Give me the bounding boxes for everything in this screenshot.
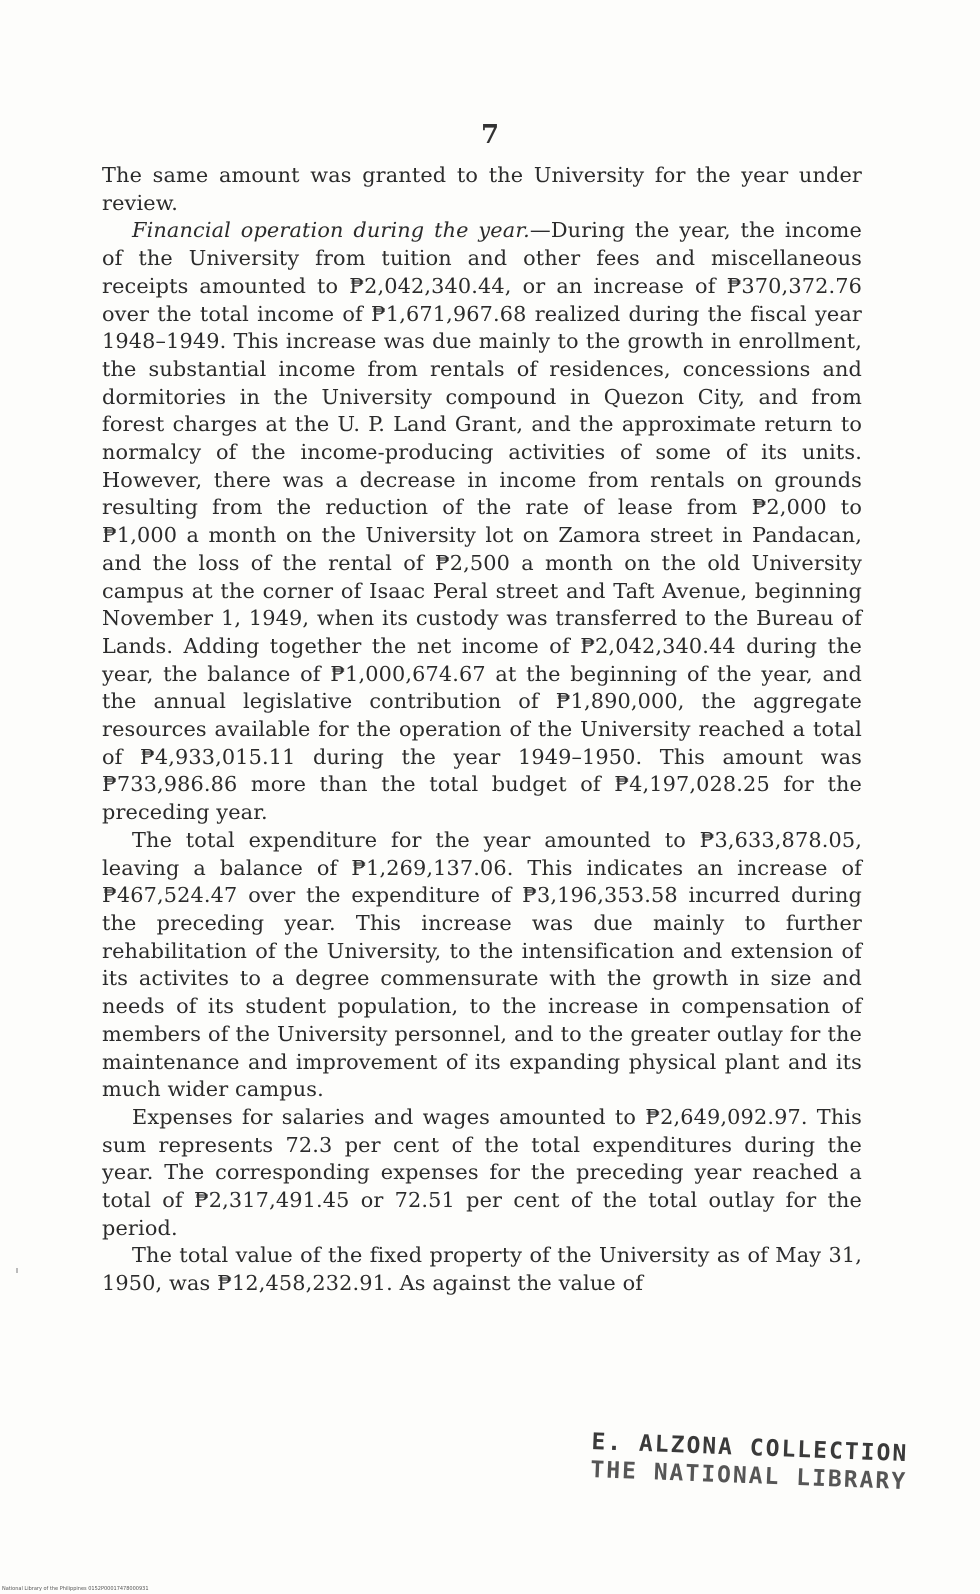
paragraph-3	[102, 827, 862, 1104]
paragraph-5-text: The total value of the fixed property of the University as of May 31, 1950, was ₱12,458,232.91. As against the value of	[102, 1243, 862, 1296]
page-number: 7	[480, 120, 500, 150]
scan-credit-footer: National Library of the Philippines 0152P00017478000931	[2, 1586, 149, 1592]
paragraph-4-text: Expenses for salaries and wages amounted to ₱2,649,092.97. This sum represents 72.3 per cent of the total expenditures during the year. The corresponding expenses for the preceding year reached a total of ₱2,317,491.45 or 72.51 per cent of the total outlay for the period.	[102, 1104, 862, 1240]
body-text	[102, 162, 862, 1298]
library-collection-stamp	[590, 1428, 932, 1497]
stamp-line-library: THE NATIONAL LIBRARY	[589, 1456, 908, 1496]
paragraph-1-text: The same amount was granted to the University for the year under review.	[102, 163, 862, 215]
paragraph-1	[102, 162, 862, 217]
paragraph-3-text: The total expenditure for the year amounted to ₱3,633,878.05, leaving a balance of ₱1,269,137.06. This indicates an increase of ₱467,524.47 over the expenditure of ₱3,196,353.58 incurred during the preceding year. This increase was due mainly to further rehabilitation of the University, to the intensification and extension of its activites to a degree commensurate with the growth in size and needs of its student population, to the increase in compensation of members of the University personnel, and to the greater outlay for the maintenance and improvement of its expanding physical plant and its much wider campus.	[102, 827, 862, 1102]
scan-speck	[16, 1268, 18, 1273]
section-heading: Financial operation during the year.	[132, 218, 530, 243]
stamp-line-collection: E. ALZONA COLLECTION	[590, 1428, 909, 1468]
paragraph-2-text: —During the year, the income of the University from tuition and other fees and miscellaneous receipts amounted to ₱2,042,340.44, or an increase of ₱370,372.76 over the total income of ₱1,671,967.68 realized during the fiscal year 1948–1949. This increase was due mainly to the growth in enrollment, the substantial income from rentals of residences, concessions and dormitories in the University compound in Quezon City, and from forest charges at the U. P. Land Grant, and the approximate return to normalcy of the income-producing activities of some of its units. However, there was a decrease in income from rentals on grounds resulting from the reduction of the rate of lease from ₱2,000 to ₱1,000 a month on the University lot on Zamora street in Pandacan, and the loss of the rental of ₱2,500 a month on the old University campus at the corner of Isaac Peral street and Taft Avenue, beginning November 1, 1949, when its custody was transferred to the Bureau of Lands. Adding together the net income of ₱2,042,340.44 during the year, the balance of ₱1,000,674.67 at the beginning of the year, and the annual legislative contribution of ₱1,890,000, the aggregate resources available for the operation of the University reached a total of ₱4,933,015.11 during the year 1949–1950. This amount was ₱733,986.86 more than the total budget of ₱4,197,028.25 for the preceding year.	[102, 218, 863, 825]
paragraph-5	[102, 1242, 862, 1297]
paragraph-2	[102, 217, 862, 826]
paragraph-4	[102, 1104, 862, 1243]
